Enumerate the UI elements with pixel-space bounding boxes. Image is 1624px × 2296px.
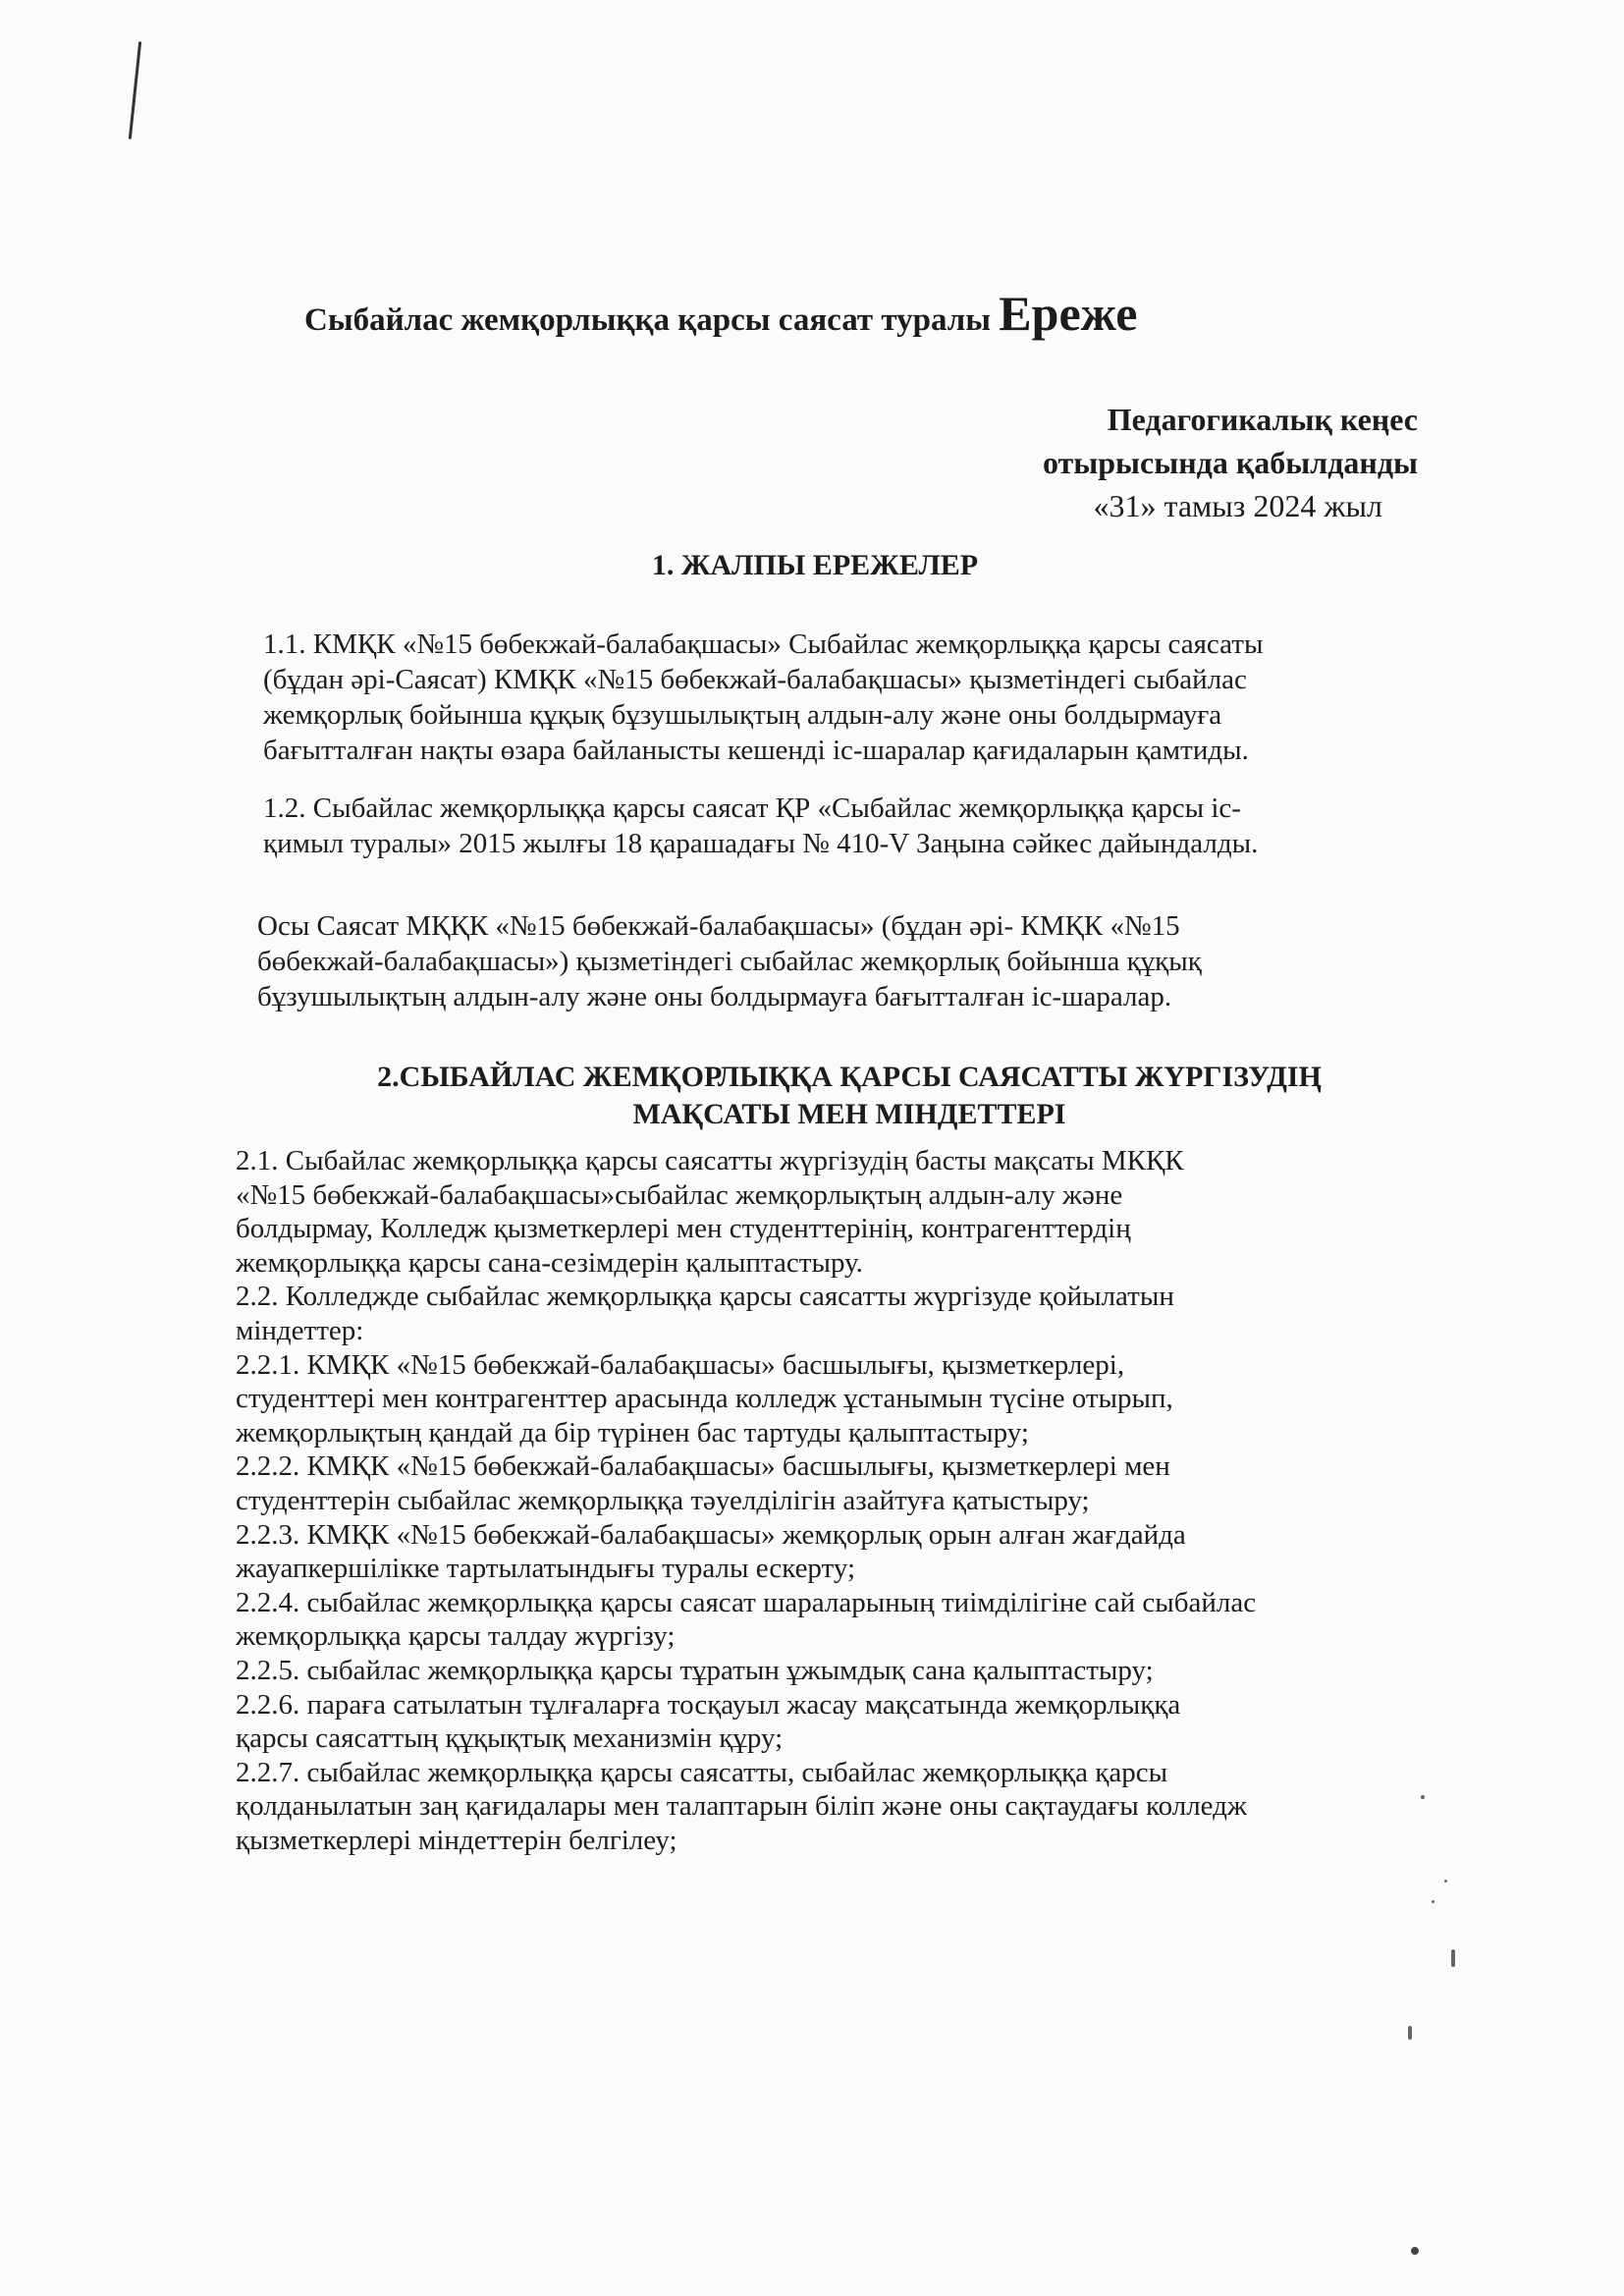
section-2-body bbox=[236, 1144, 1414, 1857]
text-line: 1.1. КМҚК «№15 бөбекжай-балабақшасы» Сыбайлас жемқорлыққа қарсы саясаты bbox=[263, 629, 1264, 660]
text-line: студенттерін сыбайлас жемқорлыққа тәуелділігін азайтуға қатыстыру; bbox=[236, 1484, 1090, 1516]
text-line: студенттері мен контрагенттер арасында колледж ұстанымын түсіне отырып, bbox=[236, 1383, 1173, 1415]
text-line: 1.2. Сыбайлас жемқорлыққа қарсы саясат ҚР «Сыбайлас жемқорлыққа қарсы іс- bbox=[263, 793, 1241, 824]
section-1-heading: 1. ЖАЛПЫ ЕРЕЖЕЛЕР bbox=[651, 549, 979, 581]
text-line: 2.2.5. сыбайлас жемқорлыққа қарсы тұратын ұжымдық сана қалыптастыру; bbox=[236, 1654, 1154, 1686]
text-line: қызметкерлері міндеттерін белгілеу; bbox=[236, 1824, 677, 1856]
text-line: «№15 бөбекжай-балабақшасы»сыбайлас жемқорлықтың алдын-алу және bbox=[236, 1178, 1123, 1211]
document-title bbox=[304, 285, 1286, 342]
text-line: бөбекжай-балабақшасы») қызметіндегі сыбайлас жемқорлық бойынша құқық bbox=[257, 946, 1202, 977]
text-line: қолданылатын заң қағидалары мен талаптарын біліп және оны сақтаудағы колледж bbox=[236, 1790, 1247, 1823]
paragraph-1-2 bbox=[263, 791, 1441, 861]
section-2-heading-line-1: 2.СЫБАЙЛАС ЖЕМҚОРЛЫҚҚА ҚАРСЫ САЯСАТТЫ ЖҮРГІЗУДІҢ bbox=[377, 1061, 1322, 1093]
text-line: жемқорлыққа қарсы талдау жүргізу; bbox=[236, 1620, 676, 1653]
approval-line-2: отырысында қабылданды bbox=[1042, 445, 1418, 480]
text-line: 2.2.4. сыбайлас жемқорлыққа қарсы саясат шараларының тиімділігіне сай сыбайлас bbox=[236, 1586, 1257, 1618]
section-2-heading-line-2: МАҚСАТЫ МЕН МІНДЕТТЕРІ bbox=[632, 1098, 1066, 1130]
text-line: 2.2. Колледжде сыбайлас жемқорлыққа қарсы саясатты жүргізуде қойылатын bbox=[236, 1281, 1174, 1313]
text-line: жемқорлыққа қарсы сана-сезімдерін қалыптастыру. bbox=[236, 1246, 863, 1279]
text-line: Осы Саясат МҚҚК «№15 бөбекжай-балабақшасы» (бұдан әрі- КМҚК «№15 bbox=[257, 910, 1180, 942]
text-line: 2.2.6. параға сатылатын тұлғаларға тосқауыл жасау мақсатында жемқорлыққа bbox=[236, 1688, 1181, 1721]
document-title-main: Сыбайлас жемқорлыққа қарсы саясат туралы bbox=[304, 302, 992, 338]
text-line: 2.2.1. КМҚК «№15 бөбекжай-балабақшасы» басшылығы, қызметкерлері, bbox=[236, 1348, 1125, 1381]
text-line: қарсы саясаттың құқықтық механизмін құру; bbox=[236, 1722, 784, 1755]
document-title-big-word: Ереже bbox=[999, 286, 1138, 341]
approval-date: «31» тамыз 2024 жыл bbox=[1093, 488, 1382, 523]
text-line: 2.2.3. КМҚК «№15 бөбекжай-балабақшасы» жемқорлық орын алған жағдайда bbox=[236, 1518, 1186, 1551]
text-line: міндеттер: bbox=[236, 1314, 364, 1346]
text-line: 2.2.7. сыбайлас жемқорлыққа қарсы саясатты, сыбайлас жемқорлыққа қарсы bbox=[236, 1756, 1168, 1788]
text-line: жемқорлық бойынша құқық бұзушылықтың алдын-алу және оны болдырмауға bbox=[263, 699, 1222, 731]
text-line: бұзушылықтың алдын-алу және оны болдырмауға бағытталған іс-шаралар. bbox=[257, 981, 1172, 1012]
text-line: жауапкершілікке тартылатындығы туралы ескерту; bbox=[236, 1553, 856, 1585]
paragraph-1-3 bbox=[257, 908, 1435, 1014]
approval-line-1: Педагогикалық кеңес bbox=[1107, 402, 1418, 437]
text-line: қимыл туралы» 2015 жылғы 18 қарашадағы № 410-V Заңына сәйкес дайындалды. bbox=[263, 828, 1259, 859]
text-line: 2.2.2. КМҚК «№15 бөбекжай-балабақшасы» басшылығы, қызметкерлері мен bbox=[236, 1450, 1170, 1483]
scan-artifact-mark bbox=[129, 41, 141, 139]
text-line: бағытталған нақты өзара байланысты кешенді іс-шаралар қағидаларын қамтиды. bbox=[263, 735, 1249, 766]
section-2-heading bbox=[295, 1059, 1404, 1133]
paragraph-1-1 bbox=[263, 627, 1441, 768]
text-line: 2.1. Сыбайлас жемқорлыққа қарсы саясатты жүргізудің басты мақсаты МКҚК bbox=[236, 1145, 1184, 1176]
text-line: (бұдан әрі-Саясат) КМҚК «№15 бөбекжай-балабақшасы» қызметіндегі сыбайлас bbox=[263, 664, 1247, 695]
text-line: жемқорлықтың қандай да бір түрінен бас тартуды қалыптастыру; bbox=[236, 1416, 1029, 1449]
approval-block bbox=[1043, 398, 1418, 527]
text-line: болдырмау, Колледж қызметкерлері мен студенттерінің, контрагенттердің bbox=[236, 1213, 1131, 1245]
